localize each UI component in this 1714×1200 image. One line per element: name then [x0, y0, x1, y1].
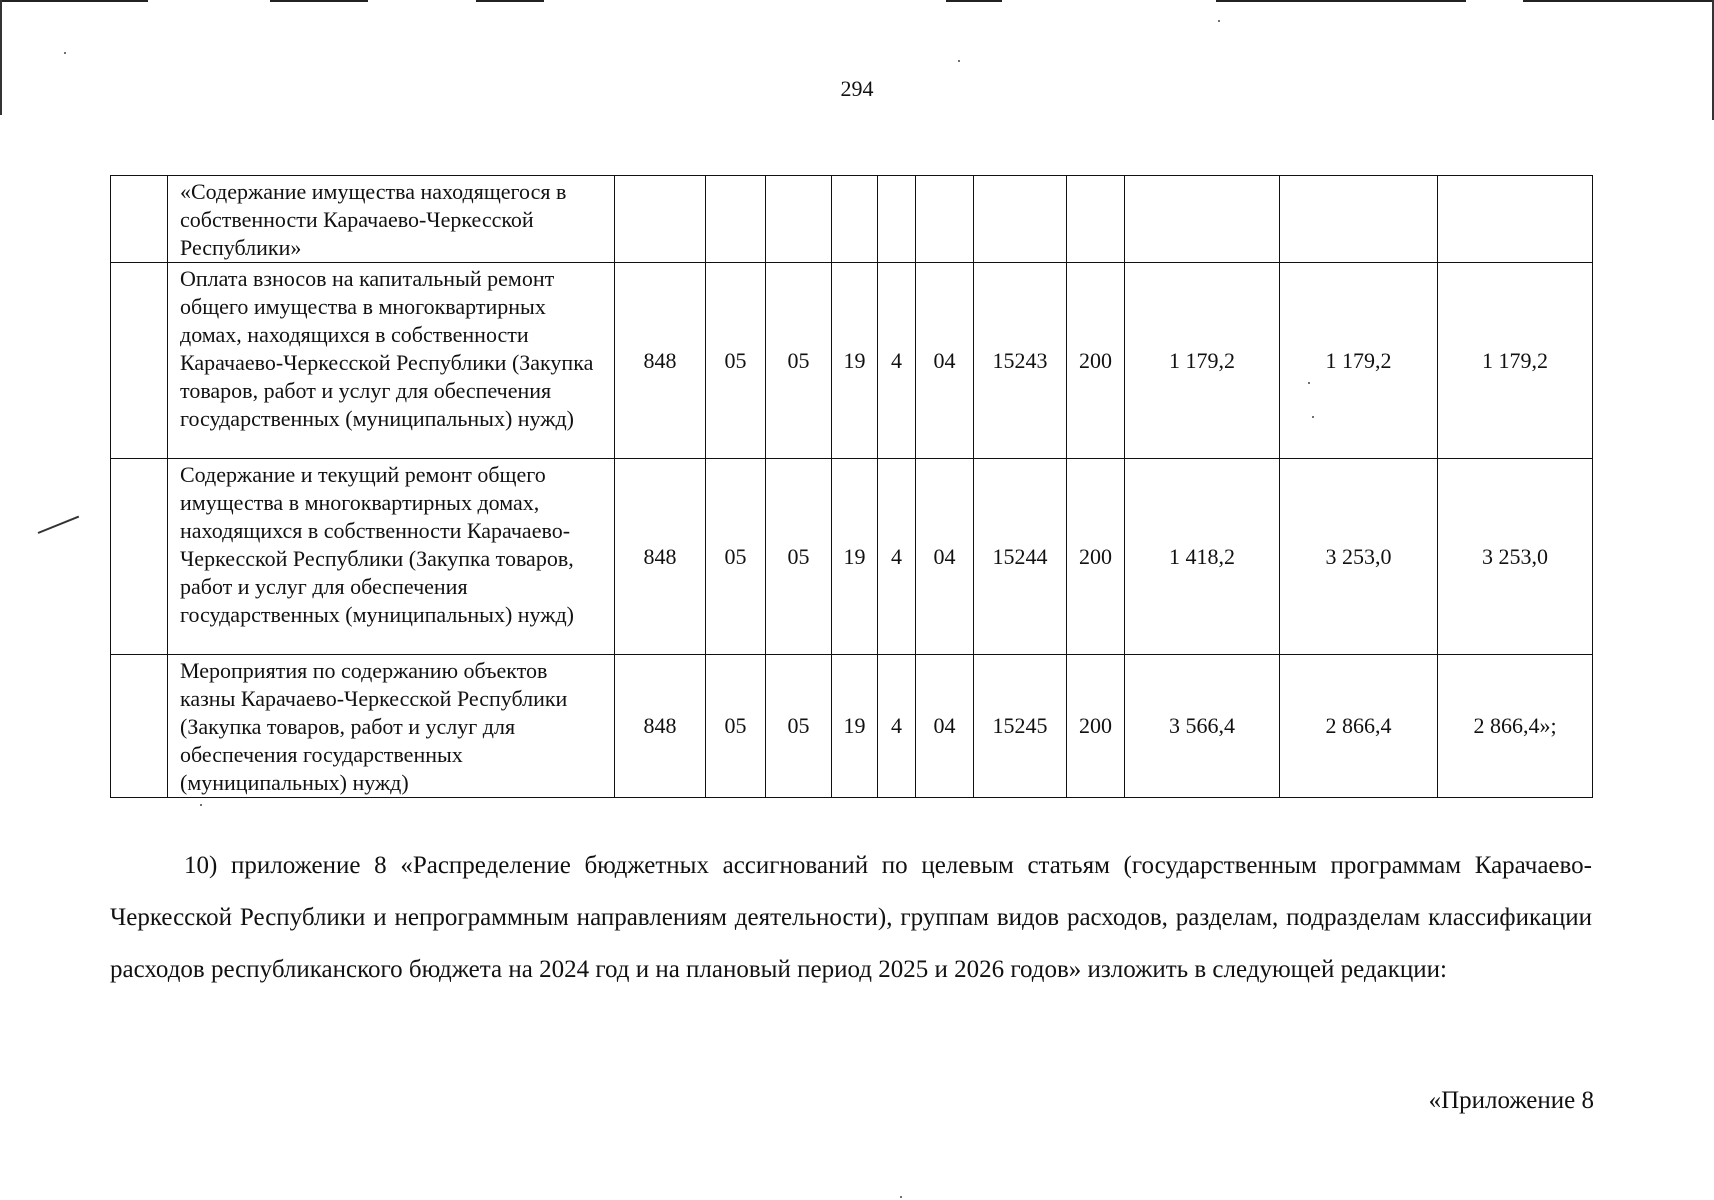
table-cell-name: Оплата взносов на капитальный ремонт общего имущества в многоквартирных домах, находящихся в собственности Карачаево-Черкесской Республики (Закупка товаров, работ и услуг для обеспечения государственных (муниципальных) нужд): [168, 263, 615, 459]
budget-table: [110, 175, 1593, 798]
page-number: 294: [840, 76, 874, 101]
table-cell-event: 04: [916, 263, 974, 459]
table-cell-expense-type: [1067, 176, 1125, 263]
table-cell-expense-type: 200: [1067, 459, 1125, 655]
table-cell-program: 19: [832, 263, 878, 459]
table-cell-admin-code: 848: [615, 263, 706, 459]
table-cell-subsection: 05: [766, 459, 832, 655]
table-cell-expense-type: 200: [1067, 263, 1125, 459]
table-cell-program: [832, 176, 878, 263]
table-cell-subprogram: 4: [878, 263, 916, 459]
table-cell-amount-2025: 2 866,4: [1280, 655, 1438, 798]
table-cell-subsection: [766, 176, 832, 263]
table-cell-amount-2026: 3 253,0: [1438, 459, 1593, 655]
table-cell-blank: [111, 263, 168, 459]
table-cell-amount-2025: 1 179,2: [1280, 263, 1438, 459]
table-row: [111, 263, 1593, 459]
scan-artifact-line: [270, 0, 368, 2]
scan-speck: [958, 60, 960, 62]
scan-artifact-line: [1216, 0, 1466, 2]
table-cell-event: 04: [916, 459, 974, 655]
table-cell-blank: [111, 459, 168, 655]
scan-artifact-line: [946, 0, 1002, 2]
table-cell-blank: [111, 176, 168, 263]
table-cell-admin-code: 848: [615, 459, 706, 655]
table-cell-program: 19: [832, 459, 878, 655]
table-cell-direction: 15244: [974, 459, 1067, 655]
table-cell-subprogram: 4: [878, 459, 916, 655]
scan-artifact-line: [1523, 0, 1714, 2]
table-cell-admin-code: [615, 176, 706, 263]
amendment-paragraph: 10) приложение 8 «Распределение бюджетных ассигнований по целевым статьям (государственным программам Карачаево-Черкесской Республики и непрограммным направлениям деятельности), группам видов расходов, разделам, подразделам классификации расходов республиканского бюджета на 2024 год и на плановый период 2025 и 2026 годов» изложить в следующей редакции:: [110, 852, 1592, 983]
table-cell-subsection: 05: [766, 655, 832, 798]
table-cell-expense-type: 200: [1067, 655, 1125, 798]
table-cell-section: 05: [706, 263, 766, 459]
appendix-label: «Приложение 8: [1428, 1087, 1594, 1114]
table-cell-amount-2026: 1 179,2: [1438, 263, 1593, 459]
scan-artifact-line: [0, 0, 148, 2]
table-cell-amount-2025: 3 253,0: [1280, 459, 1438, 655]
table-cell-amount-2024: 3 566,4: [1125, 655, 1280, 798]
table-cell-name: Мероприятия по содержанию объектов казны Карачаево-Черкесской Республики (Закупка товаров, работ и услуг для обеспечения государственных (муниципальных) нужд): [168, 655, 615, 798]
table-cell-section: 05: [706, 655, 766, 798]
table-cell-subprogram: [878, 176, 916, 263]
table-cell-name: Содержание и текущий ремонт общего имущества в многоквартирных домах, находящихся в собственности Карачаево-Черкесской Республики (Закупка товаров, работ и услуг для обеспечения государственных (муниципальных) нужд): [168, 459, 615, 655]
scan-speck: [64, 52, 66, 54]
table-cell-direction: 15243: [974, 263, 1067, 459]
table-cell-subprogram: 4: [878, 655, 916, 798]
table-cell-event: [916, 176, 974, 263]
table-cell-amount-2024: 1 179,2: [1125, 263, 1280, 459]
table-cell-section: 05: [706, 459, 766, 655]
table-row: [111, 459, 1593, 655]
table-cell-blank: [111, 655, 168, 798]
table-cell-amount-2024: 1 418,2: [1125, 459, 1280, 655]
table-cell-event: 04: [916, 655, 974, 798]
table-cell-admin-code: 848: [615, 655, 706, 798]
table-cell-amount-2025: [1280, 176, 1438, 263]
table-cell-amount-2024: [1125, 176, 1280, 263]
table-cell-program: 19: [832, 655, 878, 798]
table-cell-section: [706, 176, 766, 263]
table-cell-name: «Содержание имущества находящегося в собственности Карачаево-Черкесской Республики»: [168, 176, 615, 263]
scan-speck: [900, 1196, 902, 1198]
table-row: [111, 176, 1593, 263]
table-cell-amount-2026: 2 866,4»;: [1438, 655, 1593, 798]
pen-stroke-mark: [38, 516, 80, 534]
table-cell-subsection: 05: [766, 263, 832, 459]
table-cell-amount-2026: [1438, 176, 1593, 263]
table-row: [111, 655, 1593, 798]
scan-artifact-line: [476, 0, 544, 2]
scan-speck: [1218, 20, 1220, 22]
table-cell-direction: [974, 176, 1067, 263]
scan-speck: [200, 804, 202, 806]
table-cell-direction: 15245: [974, 655, 1067, 798]
